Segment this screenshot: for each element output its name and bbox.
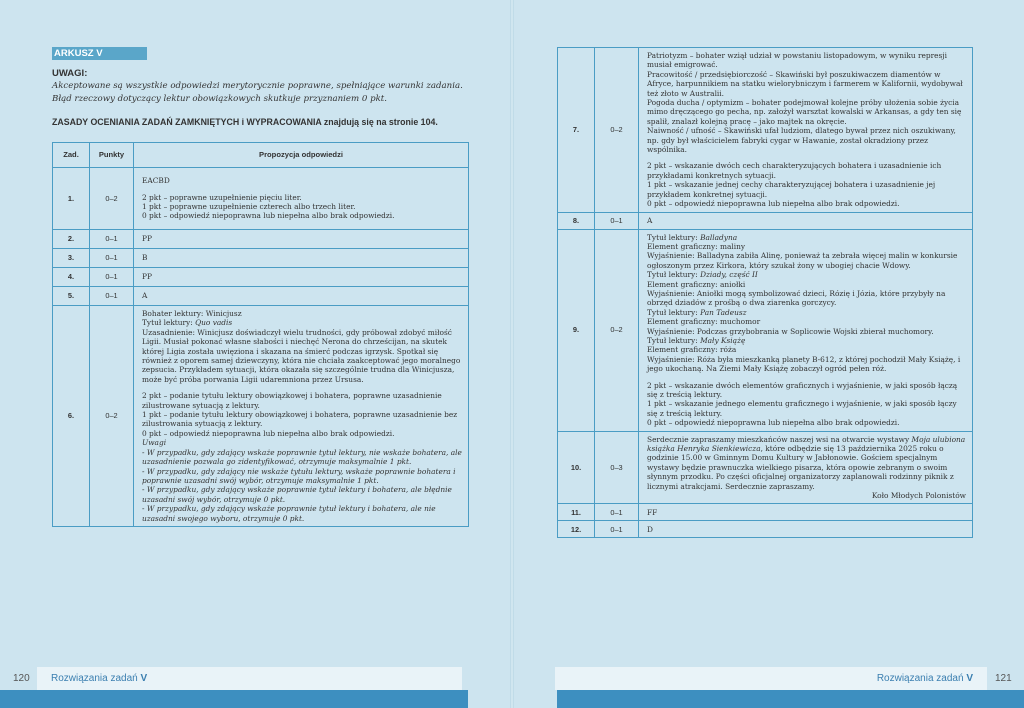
arkusz-label: ARKUSZ V [52, 47, 147, 60]
answer-line: Wyjaśnienie: Balladyna zabiła Alinę, ponieważ ta zebrała więcej malin w konkursie ogłoszonym przez Kirkora, który szukał żony w ubogiej chacie Wdowy. [647, 251, 958, 270]
table-row [558, 521, 973, 538]
table-row [558, 48, 973, 213]
right-bottom-band [557, 690, 1024, 708]
signature: Koło Młodych Polonistów [871, 491, 966, 501]
answer-line: Tytuł lektury: Pan Tadeusz [647, 307, 747, 317]
uwagi-line-2: Błąd rzeczowy dotyczący lektur obowiązkowych skutkuje przyznaniem 0 pkt. [52, 93, 387, 104]
task-points: 0–2 [90, 306, 134, 527]
answer-line: Tytuł lektury: Dziady, część II [647, 270, 758, 280]
task-number: 9. [558, 229, 595, 431]
answer-line: 2 pkt – podanie tytułu lektury obowiązkowej i bohatera, poprawne uzasadnienie zilustrowane sytuacją z lektury. [142, 391, 442, 410]
zasady-note: ZASADY OCENIANIA ZADAŃ ZAMKNIĘTYCH i WYPRACOWANIA znajdują się na stronie 104. [52, 117, 438, 127]
task-points: 0–1 [595, 212, 639, 229]
answer-line: Element graficzny: róża [647, 345, 737, 355]
answer-line: 0 pkt – odpowiedź niepoprawna lub niepełna albo brak odpowiedzi. [142, 428, 395, 438]
left-page-number: 120 [13, 673, 30, 684]
task-points: 0–1 [90, 268, 134, 287]
left-footer-title: Rozwiązania zadań [51, 673, 138, 684]
task-number: 12. [558, 521, 595, 538]
table-row [558, 229, 973, 431]
task-number: 3. [53, 249, 90, 268]
task-answer: PP [134, 268, 469, 287]
answer-line: Pracowitość / przedsiębiorczość – Skawiński był poszukiwaczem diamentów w Afryce, harpunnikiem na statku wielorybniczym i farmerem w Kalifornii, wydobywał też złoto w Australii. [647, 69, 963, 98]
left-footer [37, 667, 462, 690]
task-points: 0–1 [595, 504, 639, 521]
answer-line: Serdecznie zapraszamy mieszkańców naszej wsi na otwarcie wystawy Moja ulubiona książka Henryka Sienkiewicza, które odbędzie się 13 października 2025 roku o godzinie 15.00 w Gminnym Domu Kultury w Jabłonowie. Gościem specjalnym wystawy będzie prawnuczka wielkiego pisarza, która opowie zebranym o swoim słynnym przodku. Po części oficjalnej organizatorzy zaplanowali rodzinny piknik z licznymi atrakcjami. Serdecznie zapraszamy. [647, 434, 966, 491]
answer-line: Element graficzny: aniołki [647, 279, 746, 289]
right-footer-roman: V [966, 673, 973, 684]
task-points: 0–2 [595, 48, 639, 213]
task-answer: A [639, 212, 973, 229]
header-propozycja: Propozycja odpowiedzi [134, 143, 469, 168]
answer-line: - W przypadku, gdy zdający wskaże poprawnie tytuł lektury i bohatera, ale nie uzasadni swojego wyboru, otrzymuje 0 pkt. [142, 504, 436, 523]
answer-line: Element graficzny: muchomor [647, 317, 761, 327]
answer-line: 2 pkt – poprawne uzupełnienie pięciu liter. [142, 192, 302, 202]
answer-line: Element graficzny: maliny [647, 241, 746, 251]
answer-line: 1 pkt – poprawne uzupełnienie czterech albo trzech liter. [142, 202, 356, 211]
answer-line: 0 pkt – odpowiedź niepoprawna lub niepełna albo brak odpowiedzi. [647, 199, 900, 209]
answer-line: 1 pkt – wskazanie jednego elementu graficznego i wyjaśnienie, w jaki sposób łączy się z treścią lektury. [647, 399, 957, 418]
task-number: 7. [558, 48, 595, 213]
uwagi-text [52, 80, 472, 105]
right-page-number: 121 [995, 673, 1012, 684]
task-points: 0–2 [595, 229, 639, 431]
task-answer: B [134, 249, 469, 268]
task-points: 0–3 [595, 431, 639, 504]
task-answer [134, 306, 469, 527]
task-points: 0–1 [595, 521, 639, 538]
task-answer [134, 168, 469, 230]
task-answer: FF [639, 504, 973, 521]
table-header-row [53, 143, 469, 168]
answer-line: 0 pkt – odpowiedź niepoprawna lub niepełna albo brak odpowiedzi. [647, 418, 900, 428]
right-footer [555, 667, 987, 690]
task-number: 5. [53, 287, 90, 306]
answer-line: 0 pkt – odpowiedź niepoprawna lub niepełna albo brak odpowiedzi. [142, 211, 395, 221]
answer-line: 2 pkt – wskazanie dwóch cech charakteryzujących bohatera i uzasadnienie ich przykładami konkretnych sytuacji. [647, 161, 942, 180]
answer-line: Bohater lektury: Winicjusz [142, 309, 242, 318]
task-number: 11. [558, 504, 595, 521]
task-number: 10. [558, 431, 595, 504]
table-row [558, 212, 973, 229]
uwagi-heading: UWAGI: [52, 68, 88, 79]
left-bottom-band [0, 690, 468, 708]
table-row [53, 287, 469, 306]
answer-line: Uzasadnienie: Winicjusz doświadczył wielu trudności, gdy próbował zdobyć miłość Ligii. Musiał pokonać własne słabości i niechęć Nerona do chrześcijan, na skutek której Ligia została uwięziona i skazana na śmierć podczas igrzysk. Spotkał się również z oporem samej dziewczyny, która nie chciała zaakceptować jego moralnego zepsucia. Przykładem sytuacji, która okazała się szczególnie trudna dla Winicjusza, może być próba porwania Ligii udaremniona przez Ursusa. [142, 327, 461, 384]
table-row [558, 431, 973, 504]
left-footer-roman: V [140, 673, 148, 684]
task-number: 1. [53, 168, 90, 230]
task-points: 0–1 [90, 230, 134, 249]
table-row [53, 168, 469, 230]
header-punkty: Punkty [90, 143, 134, 168]
task-answer [639, 431, 973, 504]
answer-line: - W przypadku, gdy zdający wskaże poprawnie tytuł lektury i bohatera, ale błędnie uzasadni swój wybór, otrzymuje 0 pkt. [142, 485, 452, 504]
uwagi-line-1: Akceptowane są wszystkie odpowiedzi merytorycznie poprawne, spełniające warunki zadania. [52, 81, 463, 91]
answers-table-right [557, 47, 973, 538]
answer-line: Tytuł lektury: Balladyna [647, 232, 738, 242]
table-row [53, 306, 469, 527]
answer-line: Tytuł lektury: Mały Książę [647, 335, 746, 345]
task-answer: A [134, 287, 469, 306]
right-footer-title: Rozwiązania zadań [876, 673, 964, 684]
book-gutter [510, 0, 514, 708]
table-row [53, 230, 469, 249]
answer-line: 1 pkt – wskazanie jednej cechy charakteryzującej bohatera i uzasadnienie jej przykładem konkretnej sytuacji. [647, 180, 936, 199]
task-number: 8. [558, 212, 595, 229]
task-points: 0–1 [90, 249, 134, 268]
table-row [53, 249, 469, 268]
answer-line: - W przypadku, gdy zdający wskaże poprawnie tytuł lektury, nie wskaże bohatera, ale uzasadnienie pozwala go zidentyfikować, otrzymuje maksymalnie 1 pkt. [142, 447, 462, 467]
answer-line: Tytuł lektury: Quo vadis [142, 318, 233, 328]
answer-line: Uwagi [142, 438, 167, 448]
task-points: 0–2 [90, 168, 134, 230]
answer-line: Pogoda ducha / optymizm – bohater podejmował kolejne próby ułożenia sobie życia mimo dręczącego go pecha, np. założył warsztat kowalski w Arkansas, a gdy ten się spalił, znalazł kolejną pracę – jako majtek na okręcie. [647, 98, 962, 126]
task-number: 2. [53, 230, 90, 249]
answer-line: Wyjaśnienie: Podczas grzybobrania w Soplicowie Wojski zbierał muchomory. [647, 326, 934, 336]
task-answer: PP [134, 230, 469, 249]
answer-line: Naiwność / ufność – Skawiński ufał ludziom, dlatego bywał przez nich oszukiwany, np. gdy był właścicielem fabryki cygar w Hawanie, został okradziony przez wspólnika. [647, 126, 956, 155]
task-number: 4. [53, 268, 90, 287]
answer-line: Patriotyzm – bohater wziął udział w powstaniu listopadowym, w wyniku represji musiał emigrować. [647, 51, 947, 70]
task-answer [639, 48, 973, 213]
answer-line: - W przypadku, gdy zdający nie wskaże tytułu lektury, wskaże poprawnie bohatera i poprawnie uzasadni swój wybór, otrzymuje maksymalnie 1 pkt. [142, 466, 456, 485]
table-row [558, 504, 973, 521]
answer-line: 1 pkt – podanie tytułu lektury obowiązkowej i bohatera, poprawne uzasadnienie bez zilustrowania sytuacją z lektury. [142, 410, 458, 429]
task-number: 6. [53, 306, 90, 527]
answer-line: Wyjaśnienie: Aniołki mogą symbolizować dzieci, Rózię i Józia, które przybyły na obrzęd dziadów z prośbą o dwa ziarenka gorczycy. [647, 288, 946, 308]
header-zad: Zad. [53, 143, 90, 168]
answer-line: EACBD [142, 176, 170, 186]
answers-table-left [52, 142, 469, 527]
table-row [53, 268, 469, 287]
answer-line: 2 pkt – wskazanie dwóch elementów graficznych i wyjaśnienie, w jaki sposób łączą się z treścią lektury. [647, 380, 958, 399]
task-points: 0–1 [90, 287, 134, 306]
task-answer: D [639, 521, 973, 538]
answer-line: Wyjaśnienie: Róża była mieszkanką planety B-612, z której pochodził Mały Książę, i jego ukochaną. Na Ziemi Mały Książę zobaczył ogród pełen róż. [647, 354, 961, 374]
task-answer [639, 229, 973, 431]
